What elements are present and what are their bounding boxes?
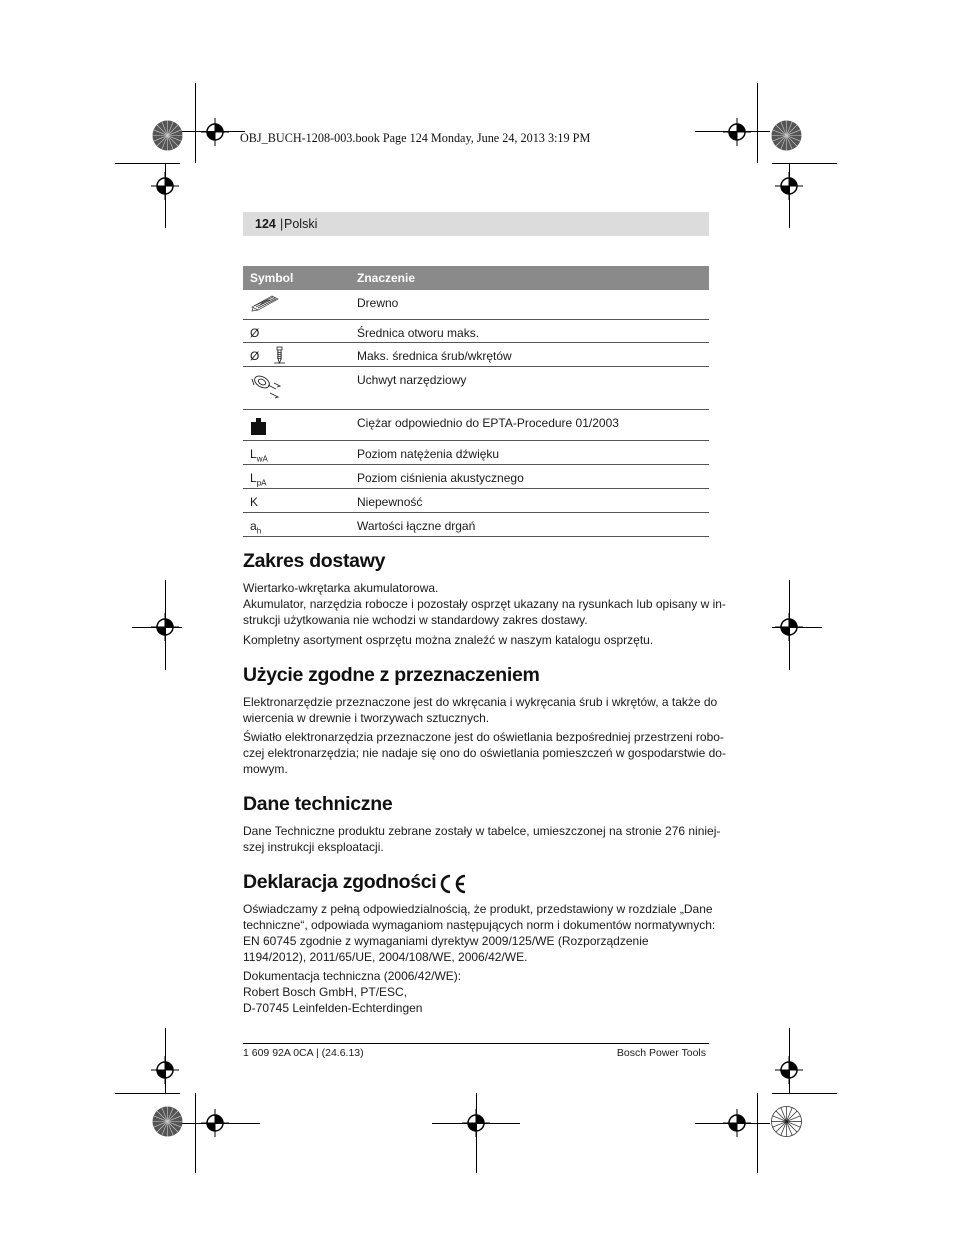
tool-holder-icon: [250, 371, 288, 401]
intended-use-paragraph-2: [243, 729, 726, 777]
table-header-row: [243, 266, 709, 290]
symbol-cell: [243, 290, 350, 319]
table-row: [243, 512, 709, 536]
symbol-subscript: pA: [256, 477, 267, 487]
text-line: techniczne“, odpowiada wymaganiom następujących norm i dokumentów normatywnych:: [243, 918, 716, 932]
table-row: [243, 409, 709, 440]
text-line: wiercenia w drewnie i tworzywach sztucznych.: [243, 711, 490, 725]
symbol-subscript: h: [256, 525, 262, 535]
text-line: Oświadczamy z pełną odpowiedzialnością, że produkt, przedstawiony w rozdziale „Dane: [243, 902, 713, 916]
section-title-delivery: Zakres dostawy: [243, 550, 386, 572]
text-line: D-70745 Leinfelden-Echterdingen: [243, 1001, 423, 1015]
table-row: [243, 290, 709, 319]
registration-target-icon: [201, 118, 229, 146]
table-row: [243, 440, 709, 464]
wood-grain-icon: [250, 293, 280, 313]
screw-icon: [273, 346, 287, 364]
text-line: EN 60745 zgodnie z wymaganiami dyrektyw 2009/125/WE (Rozporządzenie: [243, 934, 649, 948]
page-language: Polski: [284, 217, 318, 231]
registration-target-icon: [151, 172, 179, 200]
print-star-target-icon: [771, 120, 802, 151]
text-line: Dane Techniczne produktu zebrane zostały w tabelce, umieszczonej na stronie 276 niniej-: [243, 824, 721, 838]
page-header-separator: |: [280, 217, 284, 231]
meaning-cell: Wartości łączne drgań: [350, 512, 709, 536]
meaning-cell: Poziom ciśnienia akustycznego: [350, 464, 709, 488]
registration-target-icon: [775, 172, 803, 200]
meaning-cell: Ciężar odpowiednio do EPTA-Procedure 01/2003: [350, 409, 709, 440]
text-line: Wiertarko-wkrętarka akumulatorowa.: [243, 581, 439, 595]
weight-icon: [250, 418, 268, 436]
symbol-cell: K: [243, 488, 350, 512]
print-star-target-icon: [152, 1106, 183, 1137]
symbol-cell: Ø: [243, 319, 350, 342]
text-line: Dokumentacja techniczna (2006/42/WE):: [243, 969, 462, 983]
meaning-cell: Niepewność: [350, 488, 709, 512]
registration-target-icon: [462, 1109, 490, 1137]
table-row: [243, 366, 709, 409]
print-star-target-icon: [152, 120, 183, 151]
meaning-cell: Maks. średnica śrub/wkrętów: [350, 342, 709, 366]
symbol-text: L: [250, 470, 257, 485]
symbol-cell: [243, 409, 350, 440]
meaning-cell: Poziom natężenia dźwięku: [350, 440, 709, 464]
text-line: strukcji użytkowania nie wchodzi w standardowy zakres dostawy.: [243, 613, 588, 627]
delivery-paragraph-2: [243, 632, 713, 648]
page-number: 124: [255, 217, 276, 231]
registration-target-icon: [151, 613, 179, 641]
registration-target-icon: [723, 118, 751, 146]
table-row: [243, 342, 709, 366]
declaration-paragraph-1: [243, 901, 716, 965]
text-line: Robert Bosch GmbH, PT/ESC,: [243, 985, 408, 999]
text-line: Elektronarzędzie przeznaczone jest do wkręcania i wykręcania śrub i wkrętów, a także do: [243, 695, 718, 709]
text-line: Akumulator, narzędzia robocze i pozostały osprzęt ukazany na rysunkach lub opisany w in-: [243, 597, 726, 611]
symbol-subscript: wA: [256, 453, 268, 463]
table-row: [243, 464, 709, 488]
symbol-cell: [243, 366, 350, 409]
section-title-technical-data: Dane techniczne: [243, 793, 393, 815]
text-line: Kompletny asortyment osprzętu można znaleźć w naszym katalogu osprzętu.: [243, 633, 654, 647]
ce-mark-icon: [438, 874, 468, 894]
footer-document-code: 1 609 92A 0CA | (24.6.13): [243, 1047, 364, 1059]
symbol-cell: [243, 464, 350, 488]
symbol-text: L: [250, 446, 257, 461]
symbol-cell: [243, 512, 350, 536]
symbol-cell: [243, 440, 350, 464]
symbol-text: a: [250, 518, 257, 533]
column-header-symbol: Symbol: [243, 266, 350, 290]
intended-use-paragraph-1: [243, 694, 718, 726]
footer-divider: [243, 1043, 709, 1044]
text-line: Światło elektronarzędzia przeznaczone jest do oświetlania bezpośredniej przestrzeni robo-: [243, 730, 724, 744]
meaning-cell: Uchwyt narzędziowy: [350, 366, 709, 409]
symbol-text: Ø: [250, 348, 260, 363]
text-line: szej instrukcji eksploatacji.: [243, 840, 384, 854]
section-title-declaration: Deklaracja zgodności: [243, 871, 437, 893]
registration-target-icon: [201, 1109, 229, 1137]
meaning-cell: Drewno: [350, 290, 709, 319]
page-header-bar: [243, 212, 709, 236]
text-line: czej elektronarzędzia; nie nadaje się ono do oświetlania pomieszczeń w gospodarstwie do-: [243, 746, 726, 760]
column-header-meaning: Znaczenie: [350, 266, 709, 290]
technical-data-paragraph: [243, 823, 721, 855]
registration-target-icon: [723, 1109, 751, 1137]
section-title-intended-use: Użycie zgodne z przeznaczeniem: [243, 664, 540, 686]
registration-target-icon: [151, 1056, 179, 1084]
meaning-cell: Średnica otworu maks.: [350, 319, 709, 342]
footer-brand: Bosch Power Tools: [616, 1047, 706, 1059]
text-line: mowym.: [243, 762, 288, 776]
registration-target-icon: [775, 1056, 803, 1084]
table-row: [243, 488, 709, 512]
registration-target-icon: [775, 613, 803, 641]
delivery-paragraph-1: [243, 580, 726, 628]
declaration-paragraph-2: [243, 968, 713, 1016]
table-row: [243, 319, 709, 342]
print-job-header: OBJ_BUCH-1208-003.book Page 124 Monday, June 24, 2013 3:19 PM: [240, 131, 591, 145]
text-line: 1194/2012), 2011/65/UE, 2004/108/WE, 2006/42/WE.: [243, 950, 528, 964]
symbol-cell: [243, 342, 350, 366]
print-star-target-icon: [771, 1106, 802, 1137]
symbol-table: [243, 266, 709, 537]
